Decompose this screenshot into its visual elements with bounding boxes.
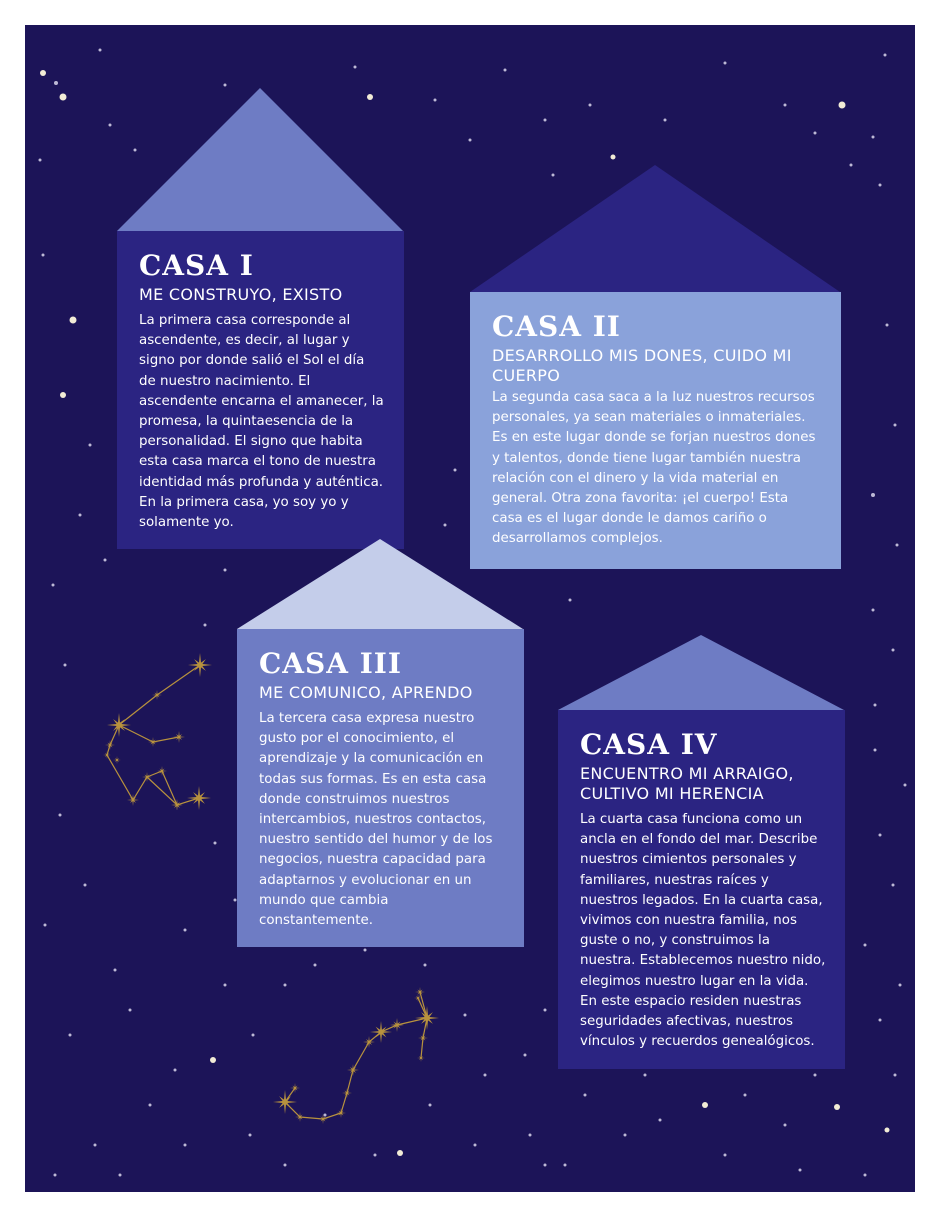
constellation-star-icon (113, 756, 121, 764)
star-dot (884, 54, 887, 57)
star-dot (799, 1169, 802, 1172)
constellation-star-icon (415, 987, 425, 997)
star-dot (744, 1094, 747, 1097)
star-dot (210, 1057, 216, 1063)
star-dot (474, 1144, 477, 1147)
constellation-star-icon (105, 740, 115, 750)
star-dot (814, 132, 817, 135)
star-dot (504, 69, 507, 72)
star-dot (174, 1069, 177, 1072)
star-dot (469, 139, 472, 142)
star-dot (364, 949, 367, 952)
constellation-star-icon (157, 766, 167, 776)
constellation-star-icon (188, 653, 212, 677)
star-dot (850, 164, 853, 167)
star-dot (584, 1094, 587, 1097)
constellation-star-icon (173, 731, 185, 743)
starry-page (25, 25, 915, 1192)
star-dot (569, 599, 572, 602)
constellation-star-icon (347, 1064, 359, 1076)
star-dot (40, 70, 46, 76)
star-dot (119, 1174, 122, 1177)
star-dot (79, 514, 82, 517)
star-dot (814, 1074, 817, 1077)
star-dot (44, 924, 47, 927)
house-title: CASA I (139, 249, 254, 282)
star-dot (544, 1164, 547, 1167)
star-dot (214, 842, 217, 845)
star-dot (249, 1134, 252, 1137)
constellation-star-icon (318, 1114, 328, 1124)
star-dot (484, 1074, 487, 1077)
constellation-star-icon (187, 786, 211, 810)
star-dot (904, 784, 907, 787)
star-dot (149, 1104, 152, 1107)
constellation-left-icon (95, 650, 225, 810)
house-roof (117, 88, 403, 231)
constellation-star-icon (370, 1021, 392, 1043)
constellation-star-icon (336, 1108, 346, 1118)
star-dot (397, 1150, 403, 1156)
star-dot (354, 66, 357, 69)
star-dot (374, 1154, 377, 1157)
star-dot (886, 324, 889, 327)
star-dot (879, 1019, 882, 1022)
star-dot (894, 424, 897, 427)
constellation-star-icon (415, 1006, 439, 1030)
star-dot (872, 609, 875, 612)
star-dot (834, 1104, 840, 1110)
star-dot (284, 1164, 287, 1167)
star-dot (99, 49, 102, 52)
star-dot (84, 884, 87, 887)
star-dot (434, 99, 437, 102)
star-dot (702, 1102, 708, 1108)
star-dot (644, 1074, 647, 1077)
house-card (117, 231, 404, 549)
constellation-star-icon (127, 794, 139, 806)
star-dot (94, 1144, 97, 1147)
constellation-star-icon (107, 713, 131, 737)
star-dot (864, 1174, 867, 1177)
house-title: CASA IV (580, 728, 718, 761)
star-dot (70, 317, 77, 324)
star-dot (69, 1034, 72, 1037)
star-dot (885, 1128, 890, 1133)
house-body: La primera casa corresponde al ascendente, es decir, al lugar y signo por donde salió el Sol el día de nuestro nacimiento. El ascendente encarna el amanecer, la promesa, la quintaesencia de la personalidad. El signo que habita esta casa marca el tono de nuestra identidad más profunda y auténtica. En la primera casa, yo soy yo y solamente yo. (139, 313, 384, 531)
house-body: La tercera casa expresa nuestro gusto por el conocimiento, el aprendizaje y la comunicación en todas sus formas. Es en esta casa donde construimos nuestros intercambios, nuestros contactos, nuestro sentido del humor y de los negocios, nuestra capacidad para adaptarnos y evolucionar en un mundo que cambia constantemente. (259, 711, 493, 929)
star-dot (464, 1014, 467, 1017)
house-title: CASA II (492, 310, 621, 343)
house-subtitle: ME CONSTRUYO, EXISTO (139, 285, 343, 304)
star-dot (54, 1174, 57, 1177)
star-dot (879, 834, 882, 837)
constellation-star-icon (417, 1054, 425, 1062)
star-dot (544, 119, 547, 122)
star-dot (879, 184, 882, 187)
house-subtitle: ME COMUNICO, APRENDO (259, 683, 473, 702)
star-dot (64, 664, 67, 667)
star-dot (724, 62, 727, 65)
star-dot (529, 1134, 532, 1137)
star-dot (724, 1154, 727, 1157)
star-dot (589, 104, 592, 107)
star-dot (39, 159, 42, 162)
house-card (470, 292, 841, 569)
star-dot (444, 524, 447, 527)
star-dot (252, 1034, 255, 1037)
star-dot (129, 1009, 132, 1012)
star-dot (611, 155, 616, 160)
constellation-star-icon (103, 751, 111, 759)
house-roof (470, 165, 840, 292)
star-dot (109, 124, 112, 127)
star-dot (204, 624, 207, 627)
star-dot (899, 984, 902, 987)
house-card (558, 710, 845, 1069)
constellation-star-icon (342, 1088, 352, 1098)
star-dot (184, 929, 187, 932)
star-dot (60, 392, 66, 398)
constellation-star-icon (390, 1018, 404, 1032)
star-dot (524, 1054, 527, 1057)
star-dot (892, 649, 895, 652)
house-subtitle: DESARROLLO MIS DONES, CUIDO MI CUERPO (492, 346, 792, 385)
star-dot (872, 136, 875, 139)
star-dot (624, 1134, 627, 1137)
star-dot (871, 493, 875, 497)
house-body: La segunda casa saca a la luz nuestros recursos personales, ya sean materiales o inmateriales. Es en este lugar donde se forjan nuestros dones y talentos, donde tiene lugar también nuestra relación con el dinero y la vida material en general. Otra zona favorita: ¡el cuerpo! Esta casa es el lugar donde le damos cariño o desarrollamos complejos. (492, 390, 816, 547)
constellation-star-icon (290, 1083, 300, 1093)
star-dot (224, 84, 227, 87)
star-dot (114, 969, 117, 972)
star-dot (664, 119, 667, 122)
star-dot (224, 569, 227, 572)
star-dot (42, 254, 45, 257)
constellation-star-icon (148, 737, 158, 747)
star-dot (544, 1009, 547, 1012)
star-dot (52, 584, 55, 587)
house-body: La cuarta casa funciona como un ancla en el fondo del mar. Describe nuestros cimientos personales y familiares, nuestras raíces y nuestros legados. En la cuarta casa, vivimos con nuestra familia, nos guste o no, y construimos la nuestra. Establecemos nuestro nido, elegimos nuestro lugar en la vida. En este espacio residen nuestras seguridades afectivas, nuestros vínculos y recuerdos genealógicos. (580, 812, 826, 1050)
house-card (237, 629, 524, 947)
star-dot (314, 964, 317, 967)
star-dot (104, 559, 107, 562)
star-dot (874, 704, 877, 707)
star-dot (839, 102, 846, 109)
star-dot (60, 94, 67, 101)
star-dot (89, 444, 92, 447)
star-dot (864, 944, 867, 947)
star-dot (54, 81, 58, 85)
star-dot (892, 884, 895, 887)
star-dot (874, 749, 877, 752)
star-dot (564, 1164, 567, 1167)
constellation-star-icon (418, 1033, 428, 1043)
star-dot (184, 1144, 187, 1147)
house-title: CASA III (259, 647, 402, 680)
house-roof (237, 539, 523, 629)
star-dot (424, 964, 427, 967)
house-subtitle: ENCUENTRO MI ARRAIGO, CULTIVO MI HERENCIA (580, 764, 794, 803)
star-dot (784, 104, 787, 107)
star-dot (454, 469, 457, 472)
house-roof (558, 635, 844, 710)
star-dot (896, 544, 899, 547)
star-dot (224, 984, 227, 987)
star-dot (894, 1074, 897, 1077)
constellation-bottom-icon (265, 980, 445, 1130)
star-dot (659, 1119, 662, 1122)
star-dot (784, 1124, 787, 1127)
star-dot (59, 814, 62, 817)
